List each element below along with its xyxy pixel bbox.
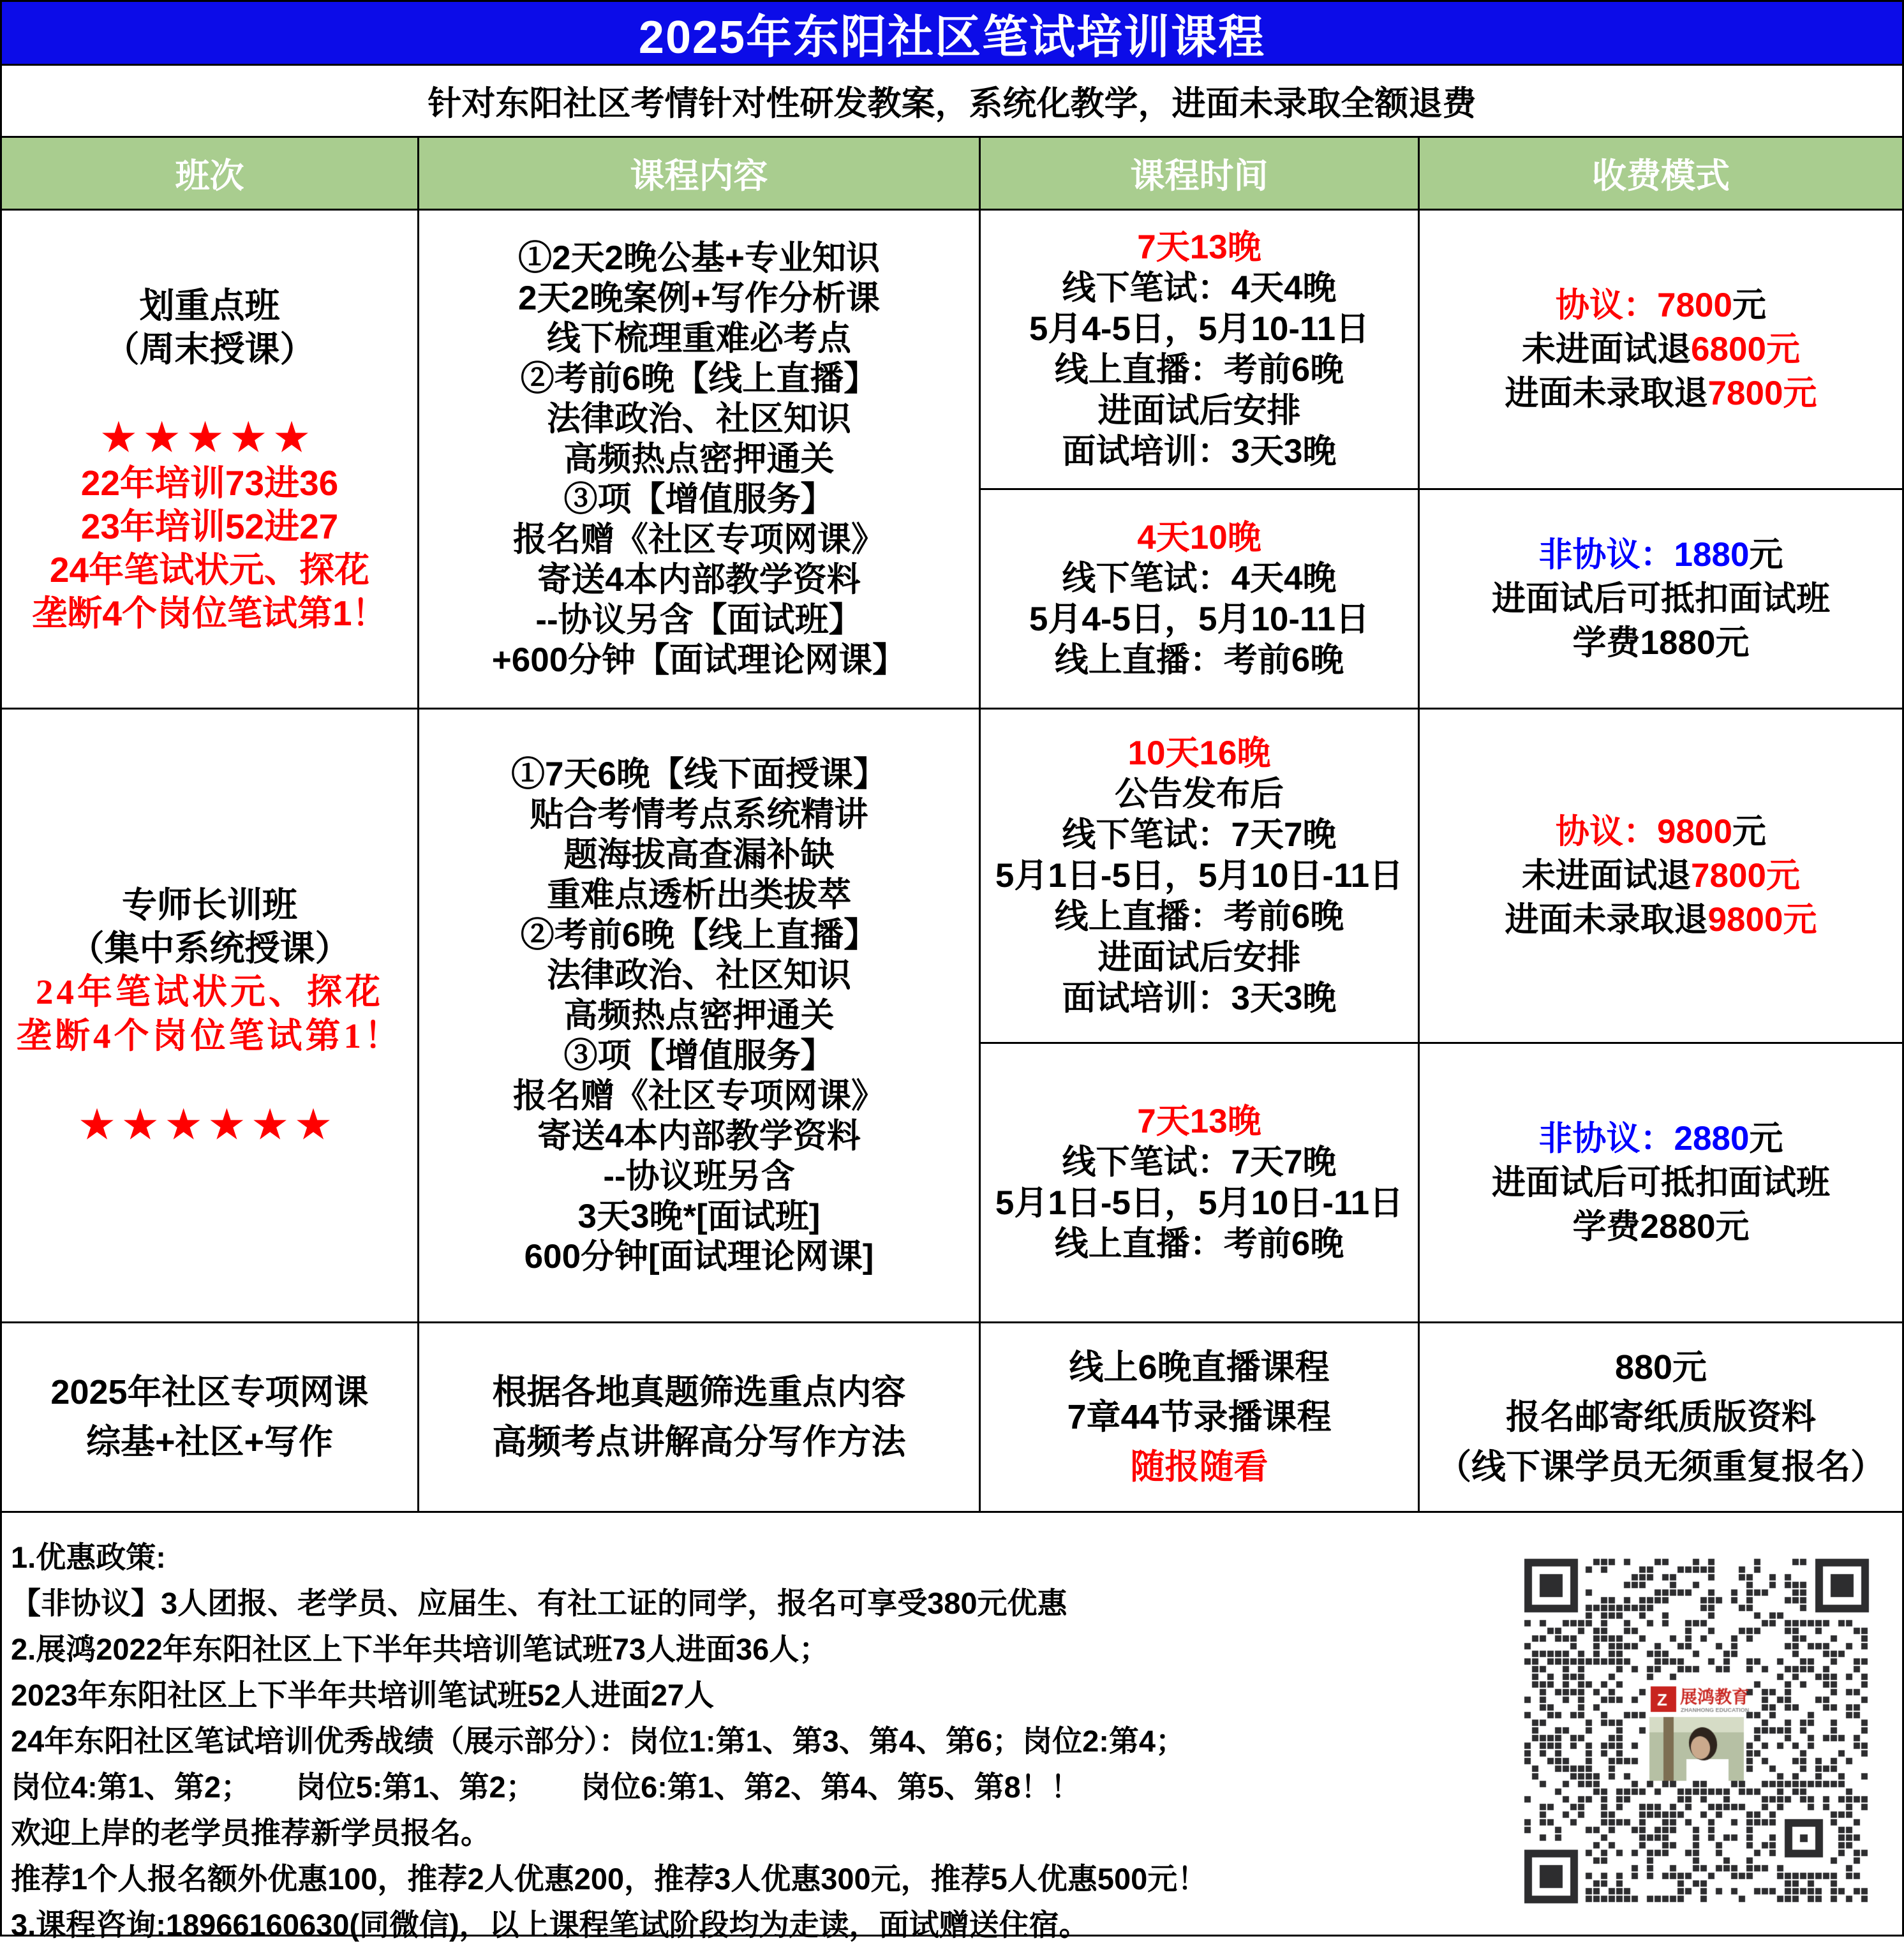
row2-time-sub1: 10天16晚 公告发布后 线下笔试：7天7晚 5月1日-5日，5月10日-11日 线上直播：考前6晚 进面试后安排 面试培训：3天3晚: [981, 710, 1418, 1044]
row2-time-sub2: 7天13晚 线下笔试：7天7晚 5月1日-5日，5月10日-11日 线上直播：考前6晚: [995, 1102, 1404, 1263]
row3-fee-cell: 880元 报名邮寄纸质版资料 （线下课学员无须重复报名）: [1420, 1323, 1902, 1513]
course-table: [2, 136, 1902, 1513]
header-content: 课程内容: [419, 138, 981, 211]
qr-code: [1519, 1554, 1874, 1908]
header-fee: 收费模式: [1420, 138, 1902, 211]
row1-fee-sub2: 非协议：1880元 进面试后可抵扣面试班 学费1880元: [1492, 536, 1830, 662]
page-title: 2025年东阳社区笔试培训课程: [2, 2, 1902, 66]
row2-fee-sub2: 非协议：2880元 进面试后可抵扣面试班 学费2880元: [1492, 1120, 1830, 1245]
qr-code-canvas: [1519, 1554, 1874, 1908]
row3-class-cell: 2025年社区专项网课 综基+社区+写作: [2, 1323, 419, 1513]
row1-time-cell: [981, 211, 1420, 710]
row2-time-cell: [981, 710, 1420, 1323]
row1-fee-cell: [1420, 211, 1902, 710]
footer-notes: 1.优惠政策: 【非协议】3人团报、老学员、应届生、有社工证的同学，报名可享受380元优惠 2.展鸿2022年东阳社区上下半年共培训笔试班73人进面36人； 2023年东阳社区上下半年共培训笔试班52人进面27人 24年东阳社区笔试培训优秀战绩（展示部分）：岗位1:第1、第3、第4、第6；岗位2:第4； 岗位4:第1、第2； 岗位5:第1、第2； 岗位6:第1、第2、第4、第5、第8！！ 欢迎上岸的老学员推荐新学员报名。 推荐1个人报名额外优惠100，推荐2人优惠200，推荐3人优惠300元，推荐5人优惠500元！ 3.课程咨询:18966160630(同微信)，以上课程笔试阶段均为走读，面试赠送住宿。: [11, 1540, 1208, 1942]
footer: [2, 1517, 1902, 1942]
row3-time-cell: 线上6晚直播课程 7章44节录播课程 随报随看: [981, 1323, 1420, 1513]
row2-content-cell: ①7天6晚【线下面授课】 贴合考情考点系统精讲 题海拔高查漏补缺 重难点透析出类拔萃 ②考前6晚【线上直播】 法律政治、社区知识 高频热点密押通关 ③项【增值服务】 报名赠《社区专项网课》 寄送4本内部教学资料 --协议班另含 3天3晚*[面试班] 600分钟[面试理论网课]: [419, 710, 981, 1323]
row1-time-sub2: 4天10晚 线下笔试：4天4晚 5月4-5日，5月10-11日 线上直播：考前6晚: [1029, 518, 1370, 679]
subtitle: 针对东阳社区考情针对性研发教案，系统化教学，进面未录取全额退费: [428, 85, 1476, 123]
row1-time-sub1: 7天13晚 线下笔试：4天4晚 5月4-5日，5月10-11日 线上直播：考前6晚 进面试后安排 面试培训：3天3晚: [981, 211, 1418, 490]
row1-fee-sub1: 协议：7800元 未进面试退6800元 进面未录取退7800元: [1420, 211, 1902, 490]
row1-class-cell: 划重点班 （周末授课） ★★★★★ 22年培训73进36 23年培训52进27 24年笔试状元、探花 垄断4个岗位笔试第1！: [2, 211, 419, 710]
header-class: 班次: [2, 138, 419, 211]
header-time: 课程时间: [981, 138, 1420, 211]
row2-fee-cell: [1420, 710, 1902, 1323]
row2-class-cell: 专师长训班 （集中系统授课） 24年笔试状元、探花 垄断4个岗位笔试第1！ ★★★★★★: [2, 710, 419, 1323]
row2-fee-sub1: 协议：9800元 未进面试退7800元 进面未录取退9800元: [1420, 710, 1902, 1044]
row1-content-cell: ①2天2晚公基+专业知识 2天2晚案例+写作分析课 线下梳理重难必考点 ②考前6晚【线上直播】 法律政治、社区知识 高频热点密押通关 ③项【增值服务】 报名赠《社区专项网课》 寄送4本内部教学资料 --协议另含【面试班】 +600分钟【面试理论网课】: [419, 211, 981, 710]
row3-content-cell: 根据各地真题筛选重点内容 高频考点讲解高分写作方法: [419, 1323, 981, 1513]
